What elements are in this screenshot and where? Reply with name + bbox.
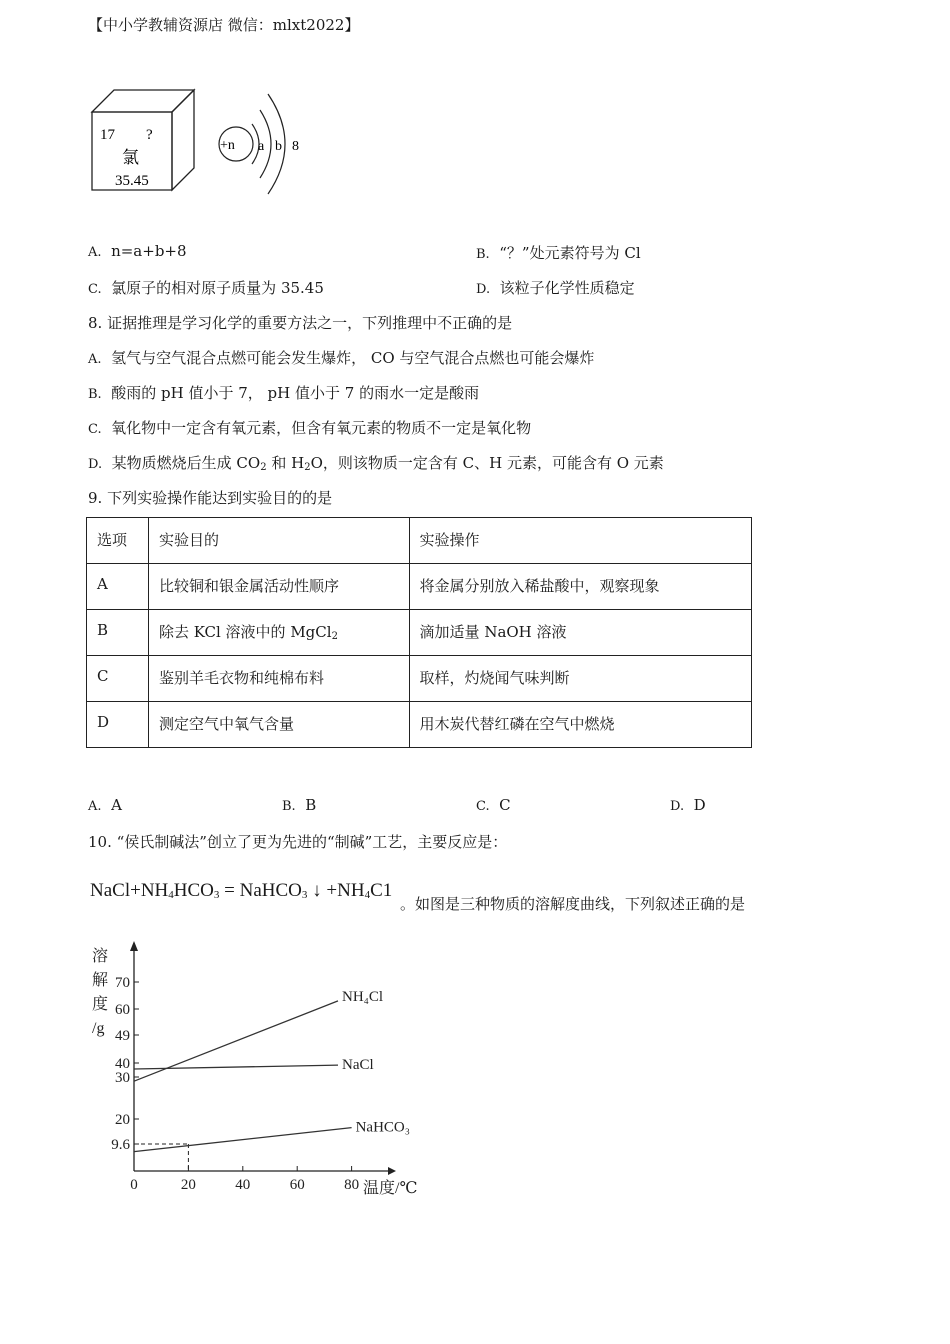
q7-option-c: C. 氯原子的相对原子质量为 35.45 — [88, 279, 324, 297]
x-tick-label: 40 — [235, 1177, 251, 1193]
y-axis-arrow — [130, 941, 138, 951]
table-header: 实验操作 — [409, 518, 751, 564]
table-row — [87, 702, 752, 748]
table-cell: 将金属分别放入稀盐酸中，观察现象 — [409, 564, 751, 610]
y-tick-label: 30 — [115, 1070, 130, 1086]
element-name: 氯 — [122, 148, 139, 167]
nucleus-charge: +n — [220, 138, 235, 153]
q9-option-b: B. B — [282, 796, 317, 814]
table-cell: 测定空气中氧气含量 — [148, 702, 409, 748]
y-axis-label: /g — [92, 1020, 105, 1037]
element-mass: 35.45 — [115, 173, 149, 189]
table-cell: C — [87, 656, 149, 702]
q8-option-c: C. 氧化物中一定含有氧元素，但含有氧元素的物质不一定是氧化物 — [88, 419, 532, 437]
table-cell: 滴加适量 NaOH 溶液 — [409, 610, 751, 656]
table-cell: A — [87, 564, 149, 610]
series-label: NH₄Cl — [342, 988, 384, 1005]
q8-stem: 8. 证据推理是学习化学的重要方法之一，下列推理中不正确的是 — [88, 314, 513, 332]
x-axis-arrow — [388, 1167, 396, 1175]
q8-option-a: A. 氢气与空气混合点燃可能会发生爆炸， CO 与空气混合点燃也可能会爆炸 — [88, 349, 595, 367]
series-label: NaCl — [342, 1057, 374, 1074]
y-tick-label: 49 — [115, 1028, 130, 1044]
table-cell: 鉴别羊毛衣物和纯棉布料 — [148, 656, 409, 702]
y-tick-label: 70 — [115, 975, 130, 991]
q9-option-a: A. A — [88, 796, 122, 814]
experiment-table — [86, 517, 752, 748]
electron-count-c: 8 — [292, 139, 299, 154]
y-tick-label: 40 — [115, 1056, 130, 1072]
element-figure — [88, 86, 308, 198]
table-cell: 用木炭代替红磷在空气中燃烧 — [409, 702, 751, 748]
series-line — [134, 1001, 338, 1081]
y-tick-label: 60 — [115, 1002, 130, 1018]
element-symbol: ? — [146, 127, 153, 143]
series-line — [134, 1065, 338, 1069]
q10-stem: 10. “侯氏制碱法”创立了更为先进的“制碱”工艺，主要反应是： — [88, 833, 508, 851]
table-row — [87, 656, 752, 702]
table-cell: 取样，灼烧闻气味判断 — [409, 656, 751, 702]
element-number: 17 — [100, 127, 115, 143]
table-header: 实验目的 — [148, 518, 409, 564]
q9-option-c: C. C — [476, 796, 511, 814]
q8-option-d: D. 某物质燃烧后生成 $CO_2$ 和 $H_2O$，则该物质一定含有 C、H 元素，可能含有 O 元素 — [88, 454, 664, 473]
x-tick-label: 20 — [180, 1177, 196, 1193]
q7-option-a: A. n=a+b+8 — [88, 242, 187, 260]
electron-count-a: a — [258, 139, 265, 154]
y-axis-label: 度 — [92, 996, 109, 1013]
page-header: 【中小学教辅资源店 微信：mlxt2022】 — [88, 16, 360, 34]
y-axis-label: 解 — [92, 972, 109, 989]
table-header: 选项 — [87, 518, 149, 564]
x-axis-label: 温度/℃ — [363, 1180, 418, 1197]
q7-option-d: D. 该粒子化学性质稳定 — [476, 279, 635, 297]
x-tick-label: 60 — [289, 1177, 305, 1193]
q9-option-d: D. D — [670, 796, 706, 814]
q10-stem-tail: 。如图是三种物质的溶解度曲线，下列叙述正确的是 — [400, 895, 746, 913]
series-line — [134, 1128, 352, 1152]
table-header-row — [87, 518, 752, 564]
y-tick-label: 9.6 — [111, 1137, 130, 1153]
x-tick-label: 80 — [344, 1177, 360, 1193]
solubility-chart — [80, 935, 440, 1205]
x-tick-label: 0 — [130, 1177, 138, 1193]
y-tick-label: 20 — [115, 1112, 130, 1128]
table-cell: 除去 KCl 溶液中的 MgCl$_2$ — [148, 610, 409, 656]
q8-option-b: B. 酸雨的 pH 值小于 7， pH 值小于 7 的雨水一定是酸雨 — [88, 384, 480, 402]
series-label: NaHCO₃ — [355, 1119, 410, 1136]
y-axis-label: 溶 — [92, 948, 109, 965]
q9-stem: 9. 下列实验操作能达到实验目的的是 — [88, 489, 333, 507]
table-row — [87, 610, 752, 656]
element-box-side — [172, 90, 194, 190]
q7-option-b: B. “？”处元素符号为 Cl — [476, 244, 641, 262]
element-box-top — [92, 90, 194, 112]
electron-count-b: b — [275, 139, 282, 154]
table-cell: B — [87, 610, 149, 656]
table-row — [87, 564, 752, 610]
table-cell: 比较铜和银金属活动性顺序 — [148, 564, 409, 610]
reaction-equation: $NaCl+NH_4HCO_3$ = NaHCO$_3$ ↓ $+NH_4C1$ — [90, 880, 393, 901]
table-cell: D — [87, 702, 149, 748]
